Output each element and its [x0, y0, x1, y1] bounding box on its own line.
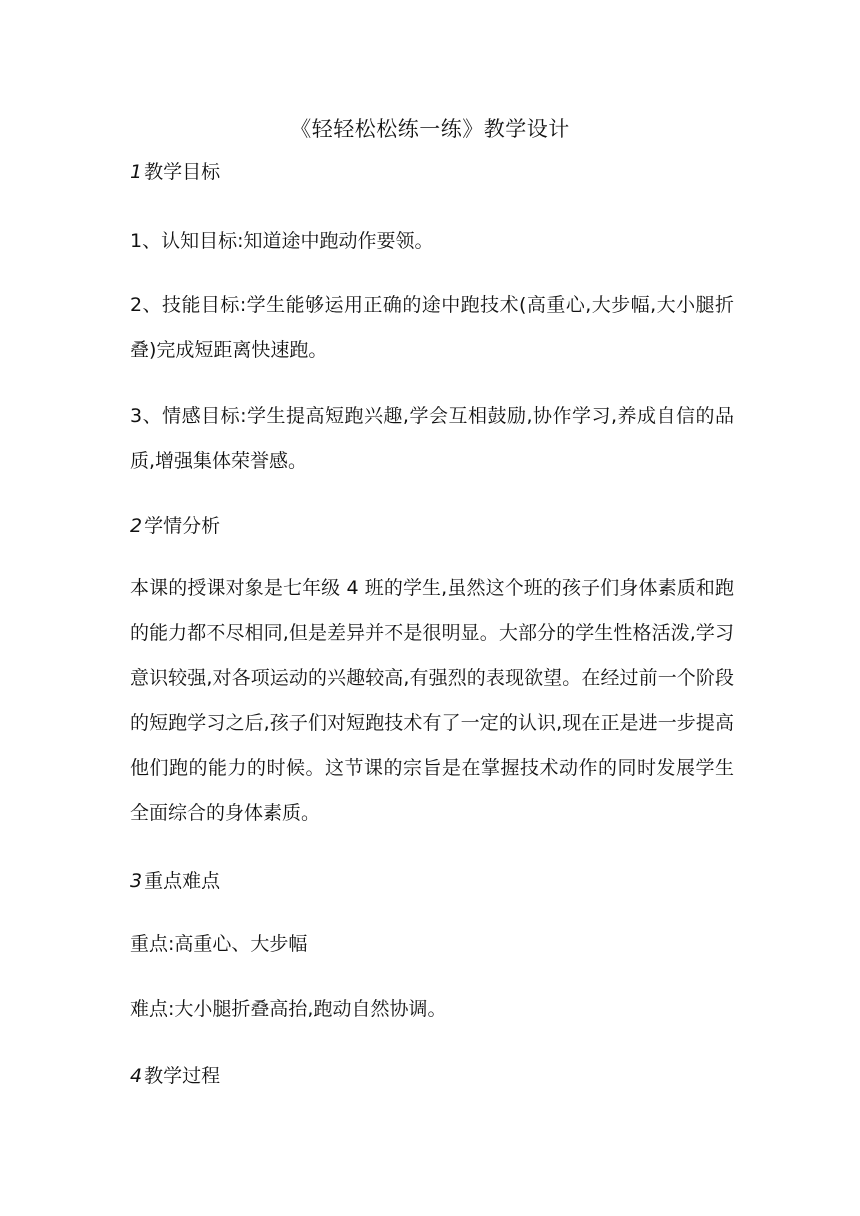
section-heading-text: 重点难点 [144, 870, 221, 892]
paragraph-affective-objective: 3、情感目标:学生提高短跑兴趣,学会互相鼓励,协作学习,养成自信的品质,增强集体荣誉感。 [130, 405, 734, 472]
section-heading-learner-analysis [130, 512, 220, 540]
paragraph-cognitive-objective: 1、认知目标:知道途中跑动作要领。 [130, 230, 434, 252]
section-heading-objectives [130, 158, 220, 186]
section-heading-text: 教学过程 [144, 1065, 221, 1087]
document-title: 《轻轻松松练一练》教学设计 [290, 117, 570, 141]
paragraph-difficulty: 难点:大小腿折叠高抬,跑动自然协调。 [130, 998, 447, 1020]
section-number: 3 [130, 870, 143, 892]
section-number: 2 [130, 515, 143, 537]
section-heading-key-points [130, 867, 220, 895]
paragraph-learner-analysis: 本课的授课对象是七年级 4 班的学生,虽然这个班的孩子们身体素质和跑的能力都不尽相同,但是差异并不是很明显。大部分的学生性格活泼,学习意识较强,对各项运动的兴趣较高,有强烈的表现欲望。在经过前一个阶段的短跑学习之后,孩子们对短跑技术有了一定的认识,现在正是进一步提高他们跑的能力的时候。这节课的宗旨是在掌握技术动作的同时发展学生全面综合的身体素质。 [130, 577, 734, 824]
paragraph-skill-objective: 2、技能目标:学生能够运用正确的途中跑技术(高重心,大步幅,大小腿折叠)完成短距离快速跑。 [130, 294, 734, 361]
paragraph-key-point: 重点:高重心、大步幅 [130, 933, 308, 955]
section-heading-text: 学情分析 [144, 515, 221, 537]
section-number: 1 [130, 161, 143, 183]
section-heading-teaching-process [130, 1062, 220, 1090]
section-heading-text: 教学目标 [144, 161, 221, 183]
section-number: 4 [130, 1065, 143, 1087]
